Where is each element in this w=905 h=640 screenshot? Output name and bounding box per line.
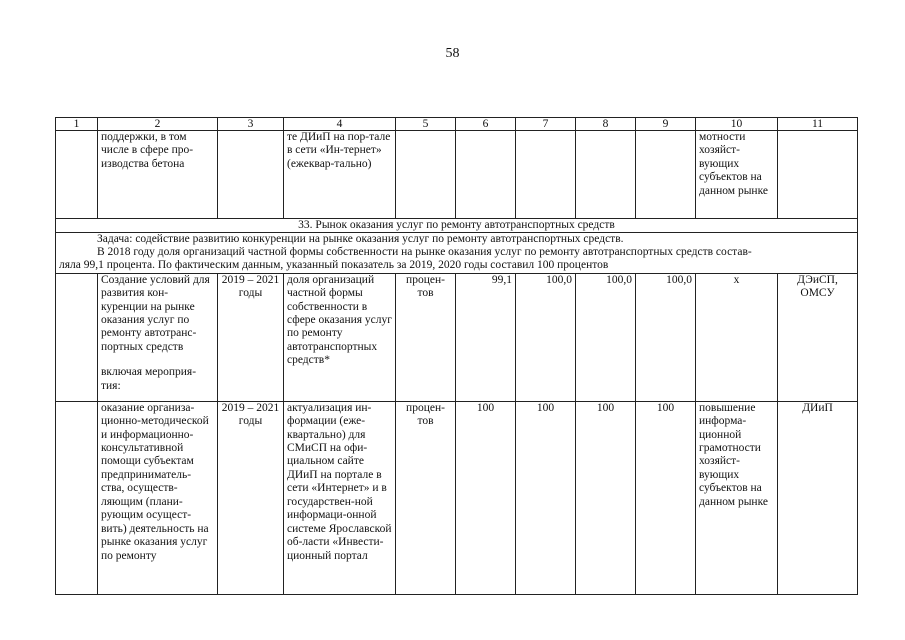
column-number: 10 bbox=[696, 118, 778, 131]
cell-indicator: актуализация ин-формации (еже-квартально) для СМиСП на офи-циальном сайте ДИиП на портале в сети «Интернет» и в государствен-ной информаци-онной системе Ярославской об-ласти «Инвести-ционный портал bbox=[284, 401, 396, 594]
cell-empty bbox=[636, 131, 696, 219]
cell-result: х bbox=[696, 273, 778, 401]
section-title: 33. Рынок оказания услуг по ремонту автотранспортных средств bbox=[56, 219, 858, 233]
task-line: В 2018 году доля организаций частной формы собственности на рынке оказания услуг по ремонту автотранспортных средств состав- bbox=[97, 246, 752, 259]
cell-unit: процен-тов bbox=[396, 401, 456, 594]
column-number: 1 bbox=[56, 118, 98, 131]
cell-empty bbox=[396, 131, 456, 219]
cell-value: 100,0 bbox=[516, 273, 576, 401]
cell-value: 100 bbox=[636, 401, 696, 594]
cell-unit: процен-тов bbox=[396, 273, 456, 401]
cell-result: повышение информа-ционной грамотности хозяйст-вующих субъектов на данном рынке bbox=[696, 401, 778, 594]
cell-value: 100 bbox=[576, 401, 636, 594]
cell-empty bbox=[56, 131, 98, 219]
column-number: 5 bbox=[396, 118, 456, 131]
cell-value: 100 bbox=[516, 401, 576, 594]
cell-empty bbox=[456, 131, 516, 219]
cell-value: 99,1 bbox=[456, 273, 516, 401]
column-number: 7 bbox=[516, 118, 576, 131]
column-number: 6 bbox=[456, 118, 516, 131]
task-line: Задача: содействие развитию конкуренции на рынке оказания услуг по ремонту автотранспортных средств. bbox=[97, 233, 624, 245]
column-number: 8 bbox=[576, 118, 636, 131]
column-number-row bbox=[56, 118, 858, 131]
cell-indicator: доля организаций частной формы собственности в сфере оказания услуг по ремонту автотранспортных средств* bbox=[284, 273, 396, 401]
cell-measure-name bbox=[98, 273, 218, 401]
page-number: 58 bbox=[445, 46, 460, 61]
cell-empty bbox=[56, 401, 98, 594]
cell-value: 100 bbox=[456, 401, 516, 594]
table-row bbox=[56, 273, 858, 401]
cell-responsible: ДИиП bbox=[778, 401, 858, 594]
cell-value: 100,0 bbox=[636, 273, 696, 401]
task-line: ляла 99,1 процента. По фактическим данным, указанный показатель за 2019, 2020 годы составил 100 процентов bbox=[59, 259, 609, 272]
cell-empty bbox=[56, 273, 98, 401]
column-number: 3 bbox=[218, 118, 284, 131]
cell-period: 2019 – 2021 годы bbox=[218, 401, 284, 594]
section-task-row bbox=[56, 233, 858, 274]
table-row bbox=[56, 401, 858, 594]
cell-value: 100,0 bbox=[576, 273, 636, 401]
cell-measure-name: оказание организа-ционно-методической и информационно-консультативной помощи субъектам предприниматель-ства, осуществ-ляющим (плани-рующим осущест-вить) деятельность на рынке оказания услуг по ремонту bbox=[98, 401, 218, 594]
section-title-row bbox=[56, 219, 858, 233]
cell-measure-name: поддержки, в том числе в сфере про-изводства бетона bbox=[98, 131, 218, 219]
column-number: 4 bbox=[284, 118, 396, 131]
measures-table bbox=[55, 117, 858, 595]
cell-result: мотности хозяйст-вующих субъектов на данном рынке bbox=[696, 131, 778, 219]
cell-empty bbox=[576, 131, 636, 219]
cell-responsible: ДЭиСП, ОМСУ bbox=[778, 273, 858, 401]
section-task bbox=[56, 233, 858, 274]
column-number: 9 bbox=[636, 118, 696, 131]
column-number: 11 bbox=[778, 118, 858, 131]
table-row bbox=[56, 131, 858, 219]
measure-name-extra: включая мероприя-тия: bbox=[101, 366, 197, 392]
cell-empty bbox=[778, 131, 858, 219]
column-number: 2 bbox=[98, 118, 218, 131]
cell-indicator: те ДИиП на пор-тале в сети «Ин-тернет» (ежеквар-тально) bbox=[284, 131, 396, 219]
measure-name-main: Создание условий для развития кон-куренции на рынке оказания услуг по ремонту автотранс-портных средств bbox=[101, 273, 210, 353]
cell-empty bbox=[218, 131, 284, 219]
cell-period: 2019 – 2021 годы bbox=[218, 273, 284, 401]
cell-empty bbox=[516, 131, 576, 219]
